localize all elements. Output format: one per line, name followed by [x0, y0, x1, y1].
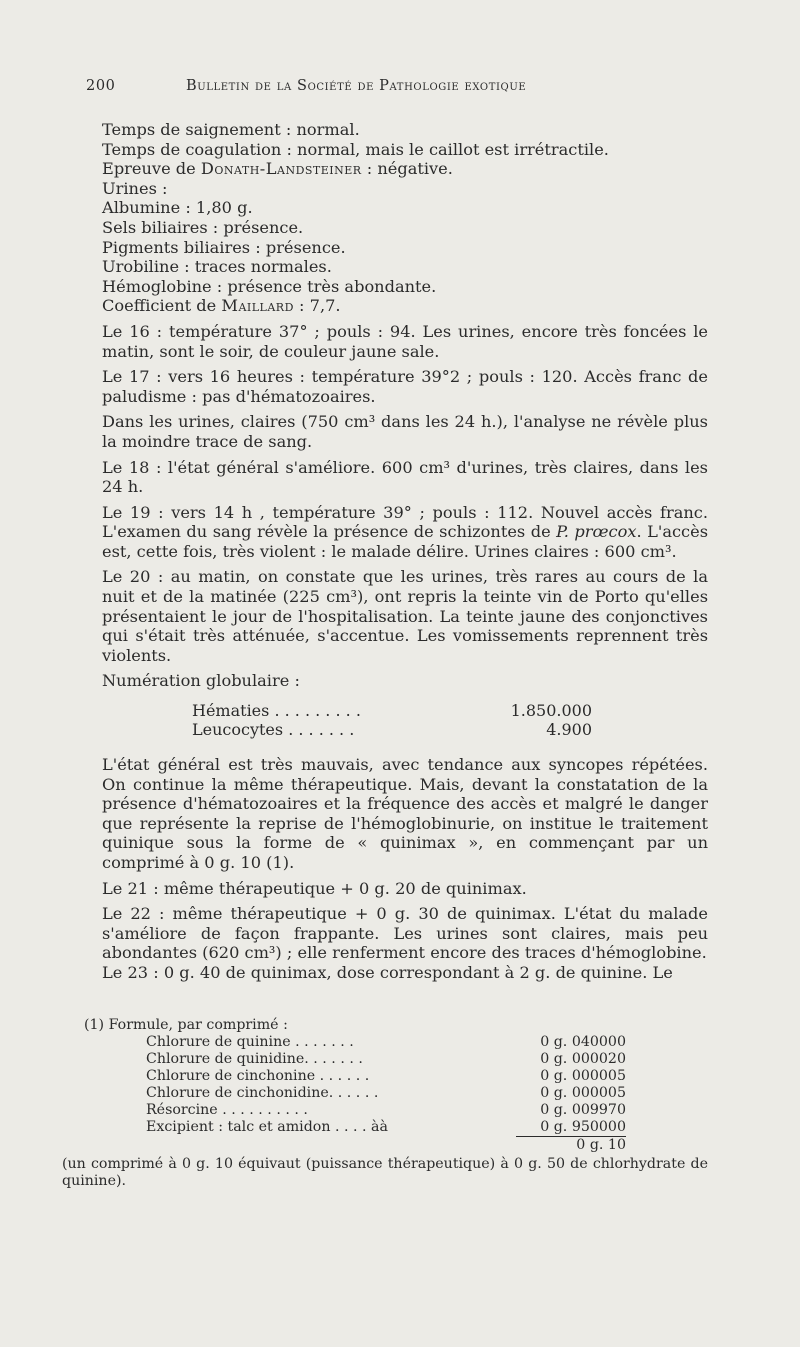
paragraph: Sels biliaires : présence. — [102, 217, 304, 237]
page-number: 200 — [86, 78, 116, 94]
paragraph: Coefficient de Maillard : 7,7. — [102, 296, 341, 316]
table-row — [146, 1085, 626, 1102]
paragraph: Numération globulaire : — [102, 671, 300, 691]
table-row — [146, 1102, 626, 1119]
row-value: 0 g. 000005 — [540, 1068, 626, 1084]
paragraph: Le 17 : vers 16 heures : température 39°2 ; pouls : 120. Accès franc de paludisme : pas d'hématozoaires. — [102, 367, 708, 406]
paragraph: Urobiline : traces normales. — [102, 257, 332, 277]
paragraph: Dans les urines, claires (750 cm³ dans les 24 h.), l'analyse ne révèle plus la moindre trace de sang. — [102, 412, 708, 451]
paragraph: Le 19 : vers 14 h , température 39° ; pouls : 112. Nouvel accès franc. L'examen du sang révèle la présence de schizontes de P. prœcox. L'accès est, cette fois, très violent : le malade délire. Urines claires : 600 cm³. — [102, 502, 708, 561]
table-row — [146, 1068, 626, 1085]
paragraph: Albumine : 1,80 g. — [102, 198, 253, 218]
row-label: Chlorure de cinchonine . . . . . . — [146, 1068, 370, 1084]
row-value: 0 g. 000020 — [540, 1051, 626, 1067]
total-value: 0 g. 10 — [516, 1136, 626, 1154]
formula-table — [146, 1034, 626, 1154]
table-row — [146, 1051, 626, 1068]
row-label: Résorcine . . . . . . . . . . — [146, 1102, 308, 1118]
footnote-intro: (1) Formule, par comprimé : — [84, 1017, 288, 1033]
row-label: Excipient : talc et amidon . . . . àà — [146, 1119, 388, 1135]
row-value: 0 g. 000005 — [540, 1085, 626, 1101]
main-text — [102, 120, 708, 983]
paragraph: Hémoglobine : présence très abondante. — [102, 276, 437, 296]
table-row — [192, 720, 592, 739]
footnote — [62, 1017, 708, 1190]
blood-count-table — [192, 701, 708, 739]
row-label: Chlorure de quinidine. . . . . . . — [146, 1051, 363, 1067]
paragraph: Temps de saignement : normal. — [102, 120, 360, 139]
paragraph: Pigments biliaires : présence. — [102, 237, 346, 257]
row-value: 0 g. 009970 — [540, 1102, 626, 1118]
paragraph: Le 18 : l'état général s'améliore. 600 cm³ d'urines, très claires, dans les 24 h. — [102, 457, 708, 497]
row-value: 0 g. 950000 — [540, 1119, 626, 1135]
journal-title: Bulletin de la Société de Pathologie exotique — [186, 78, 527, 94]
paragraph: Urines : — [102, 178, 168, 198]
table-row — [146, 1119, 626, 1136]
table-row — [146, 1034, 626, 1051]
paragraph: Temps de coagulation : normal, mais le caillot est irrétractile. — [102, 139, 609, 159]
footnote-ending: (un comprimé à 0 g. 10 équivaut (puissance thérapeutique) à 0 g. 50 de chlorhydrate de quinine). — [62, 1156, 708, 1189]
table-total-row — [146, 1136, 626, 1154]
paragraph: Le 21 : même thérapeutique + 0 g. 20 de quinimax. — [102, 878, 527, 898]
paragraph: Le 20 : au matin, on constate que les urines, très rares au cours de la nuit et de la matinée (225 cm³), ont repris la teinte vin de Porto qu'elles présentaient le jour de l'hospitalisation. La teinte jaune des conjonctives qui s'était très atténuée, s'accentue. Les vomissements reprennent très violents. — [102, 567, 708, 665]
paragraph: Le 23 : 0 g. 40 de quinimax, dose correspondant à 2 g. de quinine. Le — [102, 962, 673, 982]
row-label: Chlorure de quinine . . . . . . . — [146, 1034, 354, 1050]
row-label: Chlorure de cinchonidine. . . . . . — [146, 1085, 379, 1101]
table-row — [192, 701, 592, 720]
row-label: Leucocytes . . . . . . . — [192, 720, 355, 740]
row-value: 4.900 — [546, 720, 592, 740]
paragraph: Le 22 : même thérapeutique + 0 g. 30 de quinimax. L'état du malade s'améliore de façon frappante. Les urines sont claires, mais peu abondantes (620 cm³) ; elle renferment encore des traces d'hémoglobine. — [102, 904, 708, 963]
paragraph: Le 16 : température 37° ; pouls : 94. Les urines, encore très foncées le matin, sont le soir, de couleur jaune sale. — [102, 321, 708, 361]
row-value: 1.850.000 — [510, 701, 592, 721]
row-value: 0 g. 040000 — [540, 1034, 626, 1050]
row-label: Hématies . . . . . . . . . — [192, 701, 361, 721]
paragraph: Epreuve de Donath-Landsteiner : négative. — [102, 159, 453, 179]
paragraph: L'état général est très mauvais, avec tendance aux syncopes répétées. On continue la même thérapeutique. Mais, devant la constatation de la présence d'hématozoaires et la fréquence des accès et malgré le danger que représente la reprise de l'hémoglobinurie, on institue le traitement quinique sous la forme de « quinimax », en commençant par un comprimé à 0 g. 10 (1). — [102, 755, 708, 872]
